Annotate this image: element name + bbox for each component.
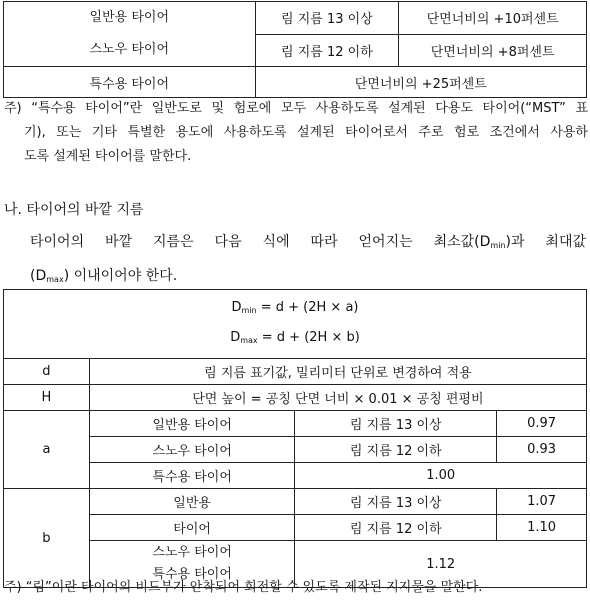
general-tire-label: 일반용 타이어 [89, 10, 169, 25]
a-rim13-label: 림 지름 13 이상 [295, 411, 497, 437]
b-general-label-1: 일반용 [89, 489, 295, 515]
b-rim12-label: 림 지름 12 이하 [295, 515, 497, 541]
b-snow-label: 스노우 타이어 [152, 545, 232, 560]
a-rim12-label: 림 지름 12 이하 [295, 437, 497, 463]
section-paragraph [30, 227, 586, 295]
formula-text: = d + (2H × a) [256, 300, 359, 315]
footnote-line: 기), 또는 기타 특별한 용도에 사용하도록 설계된 타이어로서 주로 험로 조건에서 사용하 [24, 125, 588, 140]
formula-max [4, 324, 586, 354]
a-special-value: 1.00 [295, 463, 587, 489]
formula-cell [4, 290, 587, 359]
paragraph-text: ) 이내이어야 한다. [63, 268, 178, 284]
a-rim13-value: 0.97 [497, 411, 587, 437]
footnote-rim: 주) “림”이란 타이어의 비드부가 안착되어 회전할 수 있도록 제작된 지지물을 말한다. [4, 580, 483, 595]
diameter-formula-table [3, 289, 587, 588]
paragraph-text: )과 최대값 [505, 234, 587, 250]
d-description: 림 지름 표기값, 밀리미터 단위로 변경하여 적용 [89, 359, 586, 385]
formula-symbol: D [231, 300, 242, 315]
subscript-max: max [46, 275, 64, 284]
rim13-value: 단면너비의 +10퍼센트 [399, 2, 587, 35]
a-rim12-value: 0.93 [497, 437, 587, 463]
footnote-special-tire [4, 97, 588, 169]
paragraph-text: 타이어의 바깥 지름은 다음 식에 따라 얻어지는 최소값(D [30, 234, 491, 250]
b-rim13-value: 1.07 [497, 489, 587, 515]
section-heading: 나. 타이어의 바깥 지름 [4, 202, 144, 218]
formula-symbol: D [230, 330, 241, 345]
paragraph-text: (D [30, 268, 47, 284]
b-general-label-2: 타이어 [89, 515, 295, 541]
paragraph-line [30, 227, 586, 261]
h-symbol: H [4, 385, 90, 411]
formula-min [4, 294, 586, 324]
a-special-label: 특수용 타이어 [89, 463, 295, 489]
h-description: 단면 높이 = 공칭 단면 너비 × 0.01 × 공칭 편평비 [89, 385, 586, 411]
subscript-min: min [490, 241, 506, 250]
snow-tire-label: 스노우 타이어 [89, 42, 169, 57]
formula-text: = d + (2H × b) [257, 330, 360, 345]
special-tire-value: 단면너비의 +25퍼센트 [255, 67, 586, 98]
rim12-label: 림 지름 12 이하 [255, 34, 399, 67]
general-snow-cell [4, 2, 256, 67]
a-snow-label: 스노우 타이어 [89, 437, 295, 463]
formula-subscript: max [240, 336, 258, 345]
b-symbol: b [4, 489, 90, 588]
a-general-label: 일반용 타이어 [89, 411, 295, 437]
footnote-line: 주) “특수용 타이어”란 일반도로 및 험로에 모두 사용하도록 설계된 다용도 타이어(“MST” 표 [4, 101, 588, 116]
rim13-label: 림 지름 13 이상 [255, 2, 399, 35]
b-rim13-label: 림 지름 13 이상 [295, 489, 497, 515]
b-rim12-value: 1.10 [497, 515, 587, 541]
footnote-line: 도록 설계된 타이어를 말한다. [24, 149, 192, 164]
special-tire-label: 특수용 타이어 [4, 67, 256, 98]
tolerance-table [3, 1, 587, 98]
formula-subscript: min [241, 306, 257, 315]
b-other-value: 1.12 [295, 541, 587, 588]
b-special-label: 특수용 타이어 [152, 567, 232, 582]
d-symbol: d [4, 359, 90, 385]
a-symbol: a [4, 411, 90, 489]
rim12-value: 단면너비의 +8퍼센트 [399, 34, 587, 67]
